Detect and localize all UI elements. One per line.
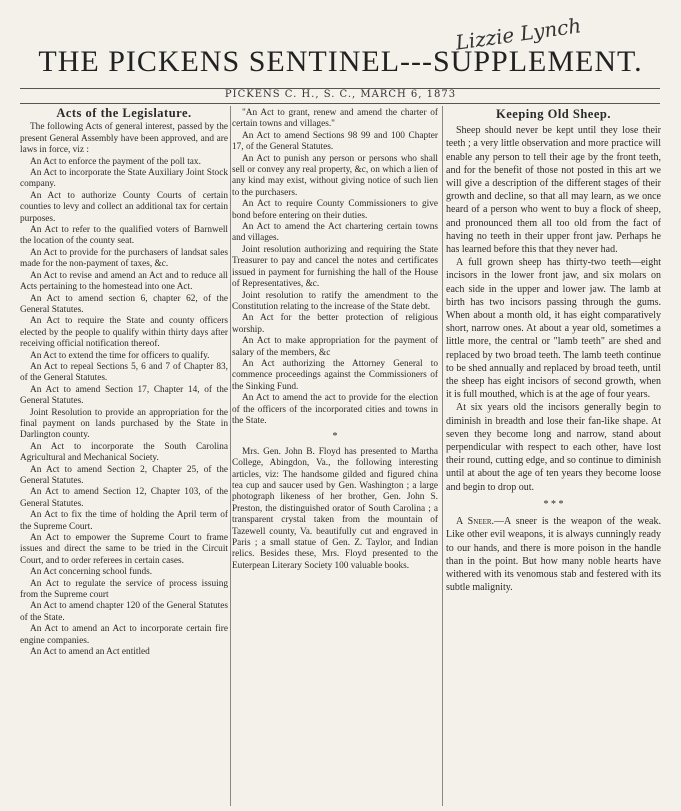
paragraph: An Act to authorize County Courts of certain counties to levy and collect an additional tax for certain purposes. [20, 190, 228, 224]
paragraph: An Act to amend Sections 98 99 and 100 Chapter 17, of the General Statutes. [232, 130, 438, 153]
paragraph: An Act to incorporate the South Carolina Agricultural and Mechanical Society. [20, 441, 228, 464]
paragraph: The following Acts of general interest, passed by the present General Assembly have been approved, and are laws in force, viz : [20, 122, 228, 156]
paragraph: Joint resolution to ratify the amendment to the Constitution relating to the increase of the State debt. [232, 290, 438, 312]
paragraph: An Act to provide for the purchasers of landsat sales made for the non-payment of taxes, &c. [20, 247, 228, 270]
paragraph: An Act to fix the time of holding the April term of the Supreme Court. [20, 510, 228, 532]
column-sheep [446, 108, 661, 808]
paragraph: An Act to amend an Act entitled [30, 647, 150, 658]
paragraph: An Act to amend the act to provide for the election of the officers of the incorporated cities and towns in the State. [232, 393, 438, 426]
paragraph: An Act authorizing the Attorney General to commence proceedings against the Commissioners of the Sinking Fund. [232, 358, 438, 392]
paragraph: Joint resolution authorizing and requiring the State Treasurer to pay and cancel the notes and certificates issued in payment for furnishing the hall of the House of Representatives, &c. [232, 244, 438, 290]
paragraph: An Act to enforce the payment of the poll tax. [30, 156, 201, 167]
paragraph: An Act to require the State and county officers elected by the people to qualify within thirty days after receiving official notification thereof. [20, 316, 228, 350]
paragraph: An Act to amend the Act chartering certain towns and villages. [232, 222, 438, 244]
bottom-rule [20, 103, 660, 104]
paragraph: Sheep should never be kept until they lose their teeth ; a very little observation and more practice will enable any person to tell their age by the front teeth, and for the benefit of those not posted in this art we will give a description of the different stages of their growth and decline, so that all may learn, as we once heard of a person who went to buy a flock of sheep, and pronounced them all too old from the fact of having no teeth in their upper front jaw. Perhaps he has learned before this that they never had. [446, 125, 661, 256]
sneer-title: A Sneer. [456, 516, 495, 528]
paragraph: An Act concerning school funds. [30, 567, 153, 578]
column-divider [230, 106, 231, 806]
paragraph: An Act to amend an Act to incorporate certain fire engine companies. [20, 624, 228, 646]
paragraph: A full grown sheep has thirty-two teeth—eight incisors in the lower front jaw, and six molars on each side in the upper and lower jaw. The lamb at birth has two incisors passing through the gums. When about a month old, it has eight comparatively short, narrow ones. At about a year old, sometimes a little more, the central or "lamb teeth" are shed and replaced by two broad teeth. The lamb teeth continue to be shed annually and replaced by broad teeth, until the sheep has eight incisors of second growth, when it is full mouthed, which is at the age of four years. [446, 257, 661, 401]
paragraph: An Act to amend Section 2, Chapter 25, of the General Statutes. [20, 464, 228, 486]
paragraph: An Act for the better protection of religious worship. [232, 313, 438, 335]
paragraph: An Act to extend the time for officers to qualify. [30, 350, 210, 361]
paragraph: An Act to amend Section 17, Chapter 14, of the General Statutes. [20, 384, 228, 407]
section-separator: * [332, 431, 338, 443]
paragraph: An Act to regulate the service of process issuing from the Supreme court [20, 578, 228, 601]
paragraph: An Act to incorporate the State Auxiliary Joint Stock company. [20, 168, 228, 190]
dateline: PICKENS C. H., S. C., MARCH 6, 1873 [224, 89, 457, 100]
paragraph: An Act to empower the Supreme Court to frame issues and direct the same to be tried in the Circuit Court, and to order referees in certain cases. [20, 533, 228, 566]
paragraph: "An Act to grant, renew and amend the charter of certain towns and villages." [232, 108, 438, 130]
section-separator: * * * [543, 498, 564, 510]
paragraph: At six years old the incisors generally begin to diminish in breadth and lose their fan-like shape. At seven they become long and narrow, stand about perpendicular with respect to each other, have lost their round, cutting edge, and so continue to diminish until at about the age of ten years they become loose and begin to drop out. [446, 402, 661, 493]
paragraph: An Act to revise and amend an Act and to reduce all Acts pertaining to the homestead into one Act. [20, 270, 228, 293]
acts-heading: Acts of the Legislature. [56, 108, 192, 120]
paragraph: An Act to amend section 6, chapter 62, of the General Statutes. [20, 293, 228, 315]
column-acts-continued [232, 108, 438, 808]
paragraph: An Act to punish any person or persons who shall sell or convey any real property, &c, on which a lien of any kind may exist, without giving notice of such lien to the purchasers. [232, 153, 438, 198]
column-acts [20, 108, 228, 808]
paragraph: An Act to amend chapter 120 of the General Statutes of the State. [20, 601, 228, 623]
masthead: THE PICKENS SENTINEL---SUPPLEMENT. [38, 45, 643, 78]
column-divider [442, 106, 443, 806]
paragraph: An Act to refer to the qualified voters of Barnwell the location of the county seat. [20, 225, 228, 247]
sneer-text: —A sneer is the weapon of the weak. Like other evil weapons, it is always cunningly ready to our hands, and there is more poison in the handle than in the point. But how many noble hearts have withered with its venomous stab and festered with its subtle malignity. [446, 516, 661, 594]
paragraph: An Act to amend Section 12, Chapter 103, of the General Statutes. [20, 487, 228, 509]
sneer-article [446, 515, 661, 594]
paragraph: An Act to require County Commissioners to give bond before entering on their duties. [232, 199, 438, 221]
paragraph: An Act to repeal Sections 5, 6 and 7 of Chapter 83, of the General Statutes. [20, 361, 228, 384]
handwritten-signature: Lizzie Lynch [453, 13, 583, 55]
floyd-article: Mrs. Gen. John B. Floyd has presented to Martha College, Abingdon, Va., the following interesting articles, viz: The handsome gilded and figured china tea cup and saucer used by Gen. Washington ; a large photograph likeness of her brother, Gen. John S. Preston, the distinguished orator of South Carolina ; a transparent crystal taken from the mountain of Tazewell county, Va. beautifully cut and engraved in Paris ; a small statue of Gen. Z. Taylor, and Indian relics. Besides these, Mrs. Floyd presented to the Euterpean Literary Society 100 valuable books. [232, 446, 438, 571]
sheep-heading: Keeping Old Sheep. [496, 108, 611, 121]
paragraph: An Act to make appropriation for the payment of salary of the members, &c [232, 336, 438, 358]
paragraph: Joint Resolution to provide an appropriation for the final payment on lands purchased by the State in Darlington county. [20, 407, 228, 441]
